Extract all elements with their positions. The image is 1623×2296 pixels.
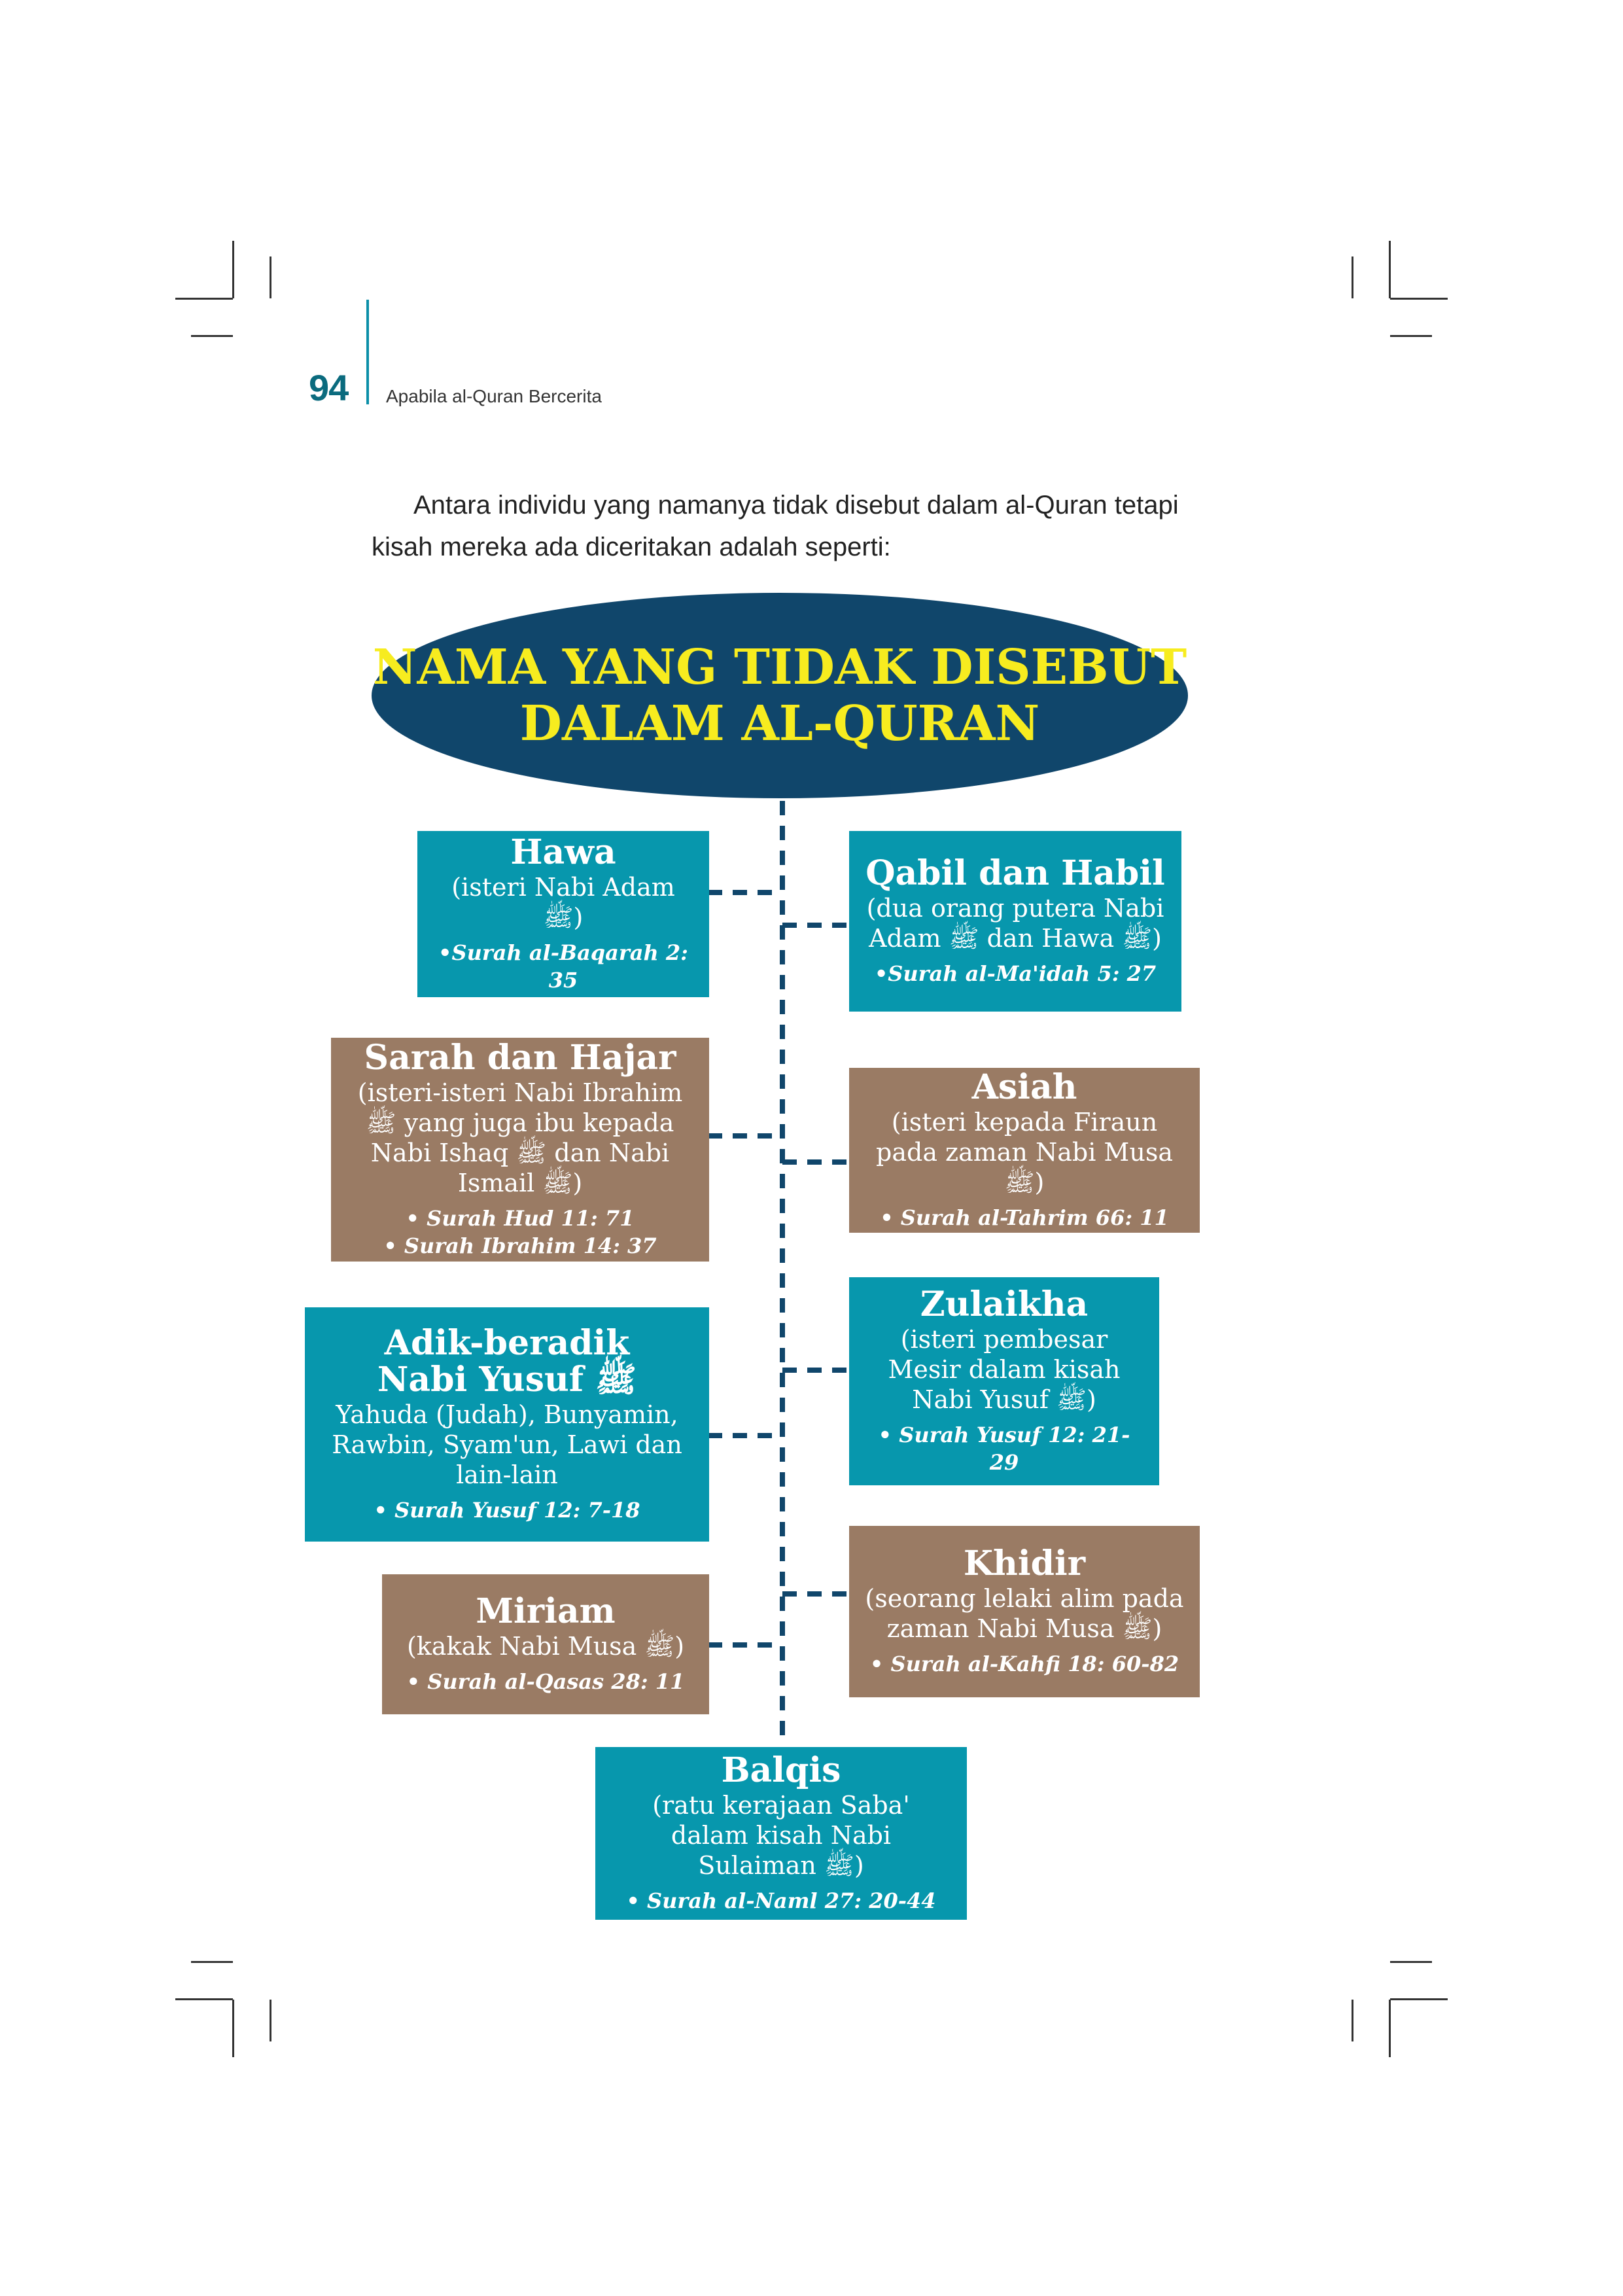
node-reference: •Surah al-Baqarah 2: 35 <box>438 940 688 993</box>
node-miriam <box>382 1574 709 1714</box>
node-reference: • Surah Ibrahim 14: 37 <box>383 1233 657 1258</box>
node-name: Asiah <box>971 1067 1077 1107</box>
node-name: Hawa <box>510 832 616 872</box>
node-name: Zulaikha <box>920 1284 1089 1324</box>
node-adik-beradik <box>305 1307 709 1542</box>
node-name: Adik-beradik Nabi Yusuf ﷺ <box>377 1323 637 1400</box>
intro-text: Antara individu yang namanya tidak disebut dalam al-Quran tetapi kisah mereka ada diceritakan adalah seperti: <box>372 491 1179 561</box>
running-title: Apabila al-Quran Bercerita <box>386 386 602 406</box>
node-name: Sarah dan Hajar <box>364 1038 676 1078</box>
node-reference: • Surah Hud 11: 71 <box>406 1206 635 1231</box>
node-reference: • Surah Yusuf 12: 21-29 <box>878 1422 1130 1475</box>
node-hawa <box>417 831 709 997</box>
node-name: Qabil dan Habil <box>865 853 1165 893</box>
node-reference: • Surah al-Qasas 28: 11 <box>406 1669 685 1694</box>
node-zulaikha <box>849 1277 1159 1485</box>
node-description: (seorang lelaki alim pada zaman Nabi Musa ﷺ) <box>865 1584 1184 1643</box>
title-line-1: NAMA YANG TIDAK DISEBUT <box>372 639 1187 696</box>
node-description: (dua orang putera Nabi Adam ﷺ dan Hawa ﷺ) <box>866 894 1164 953</box>
node-reference: •Surah al-Ma'idah 5: 27 <box>874 961 1157 986</box>
node-reference: • Surah al-Kahfi 18: 60-82 <box>869 1651 1179 1676</box>
node-qabil-habil <box>849 831 1181 1012</box>
page-number: 94 <box>309 367 349 408</box>
node-reference: • Surah al-Tahrim 66: 11 <box>880 1205 1169 1230</box>
diagram-title <box>372 593 1188 798</box>
node-name: Khidir <box>963 1544 1086 1583</box>
node-description: (ratu kerajaan Saba' dalam kisah Nabi Sulaiman ﷺ) <box>652 1791 910 1880</box>
node-description: (isteri pembesar Mesir dalam kisah Nabi Yusuf ﷺ) <box>888 1325 1121 1414</box>
node-sarah-hajar <box>331 1038 709 1262</box>
node-khidir <box>849 1526 1200 1697</box>
node-reference: • Surah Yusuf 12: 7-18 <box>374 1498 640 1523</box>
title-line-2: DALAM AL-QURAN <box>519 696 1040 752</box>
node-name: Balqis <box>721 1750 841 1790</box>
node-name: Miriam <box>476 1591 616 1631</box>
node-asiah <box>849 1068 1200 1233</box>
node-balqis <box>595 1747 967 1920</box>
node-description: (isteri-isteri Nabi Ibrahim ﷺ yang juga ibu kepada Nabi Ishaq ﷺ dan Nabi Ismail ﷺ) <box>357 1078 683 1197</box>
node-reference: • Surah al-Naml 27: 20-44 <box>626 1888 936 1913</box>
node-description: (isteri Nabi Adam ﷺ) <box>451 873 675 932</box>
node-description: (isteri kepada Firaun pada zaman Nabi Musa ﷺ) <box>876 1108 1173 1197</box>
node-description: (kakak Nabi Musa ﷺ) <box>406 1632 685 1661</box>
node-description: Yahuda (Judah), Bunyamin, Rawbin, Syam'un, Lawi dan lain-lain <box>332 1400 682 1489</box>
